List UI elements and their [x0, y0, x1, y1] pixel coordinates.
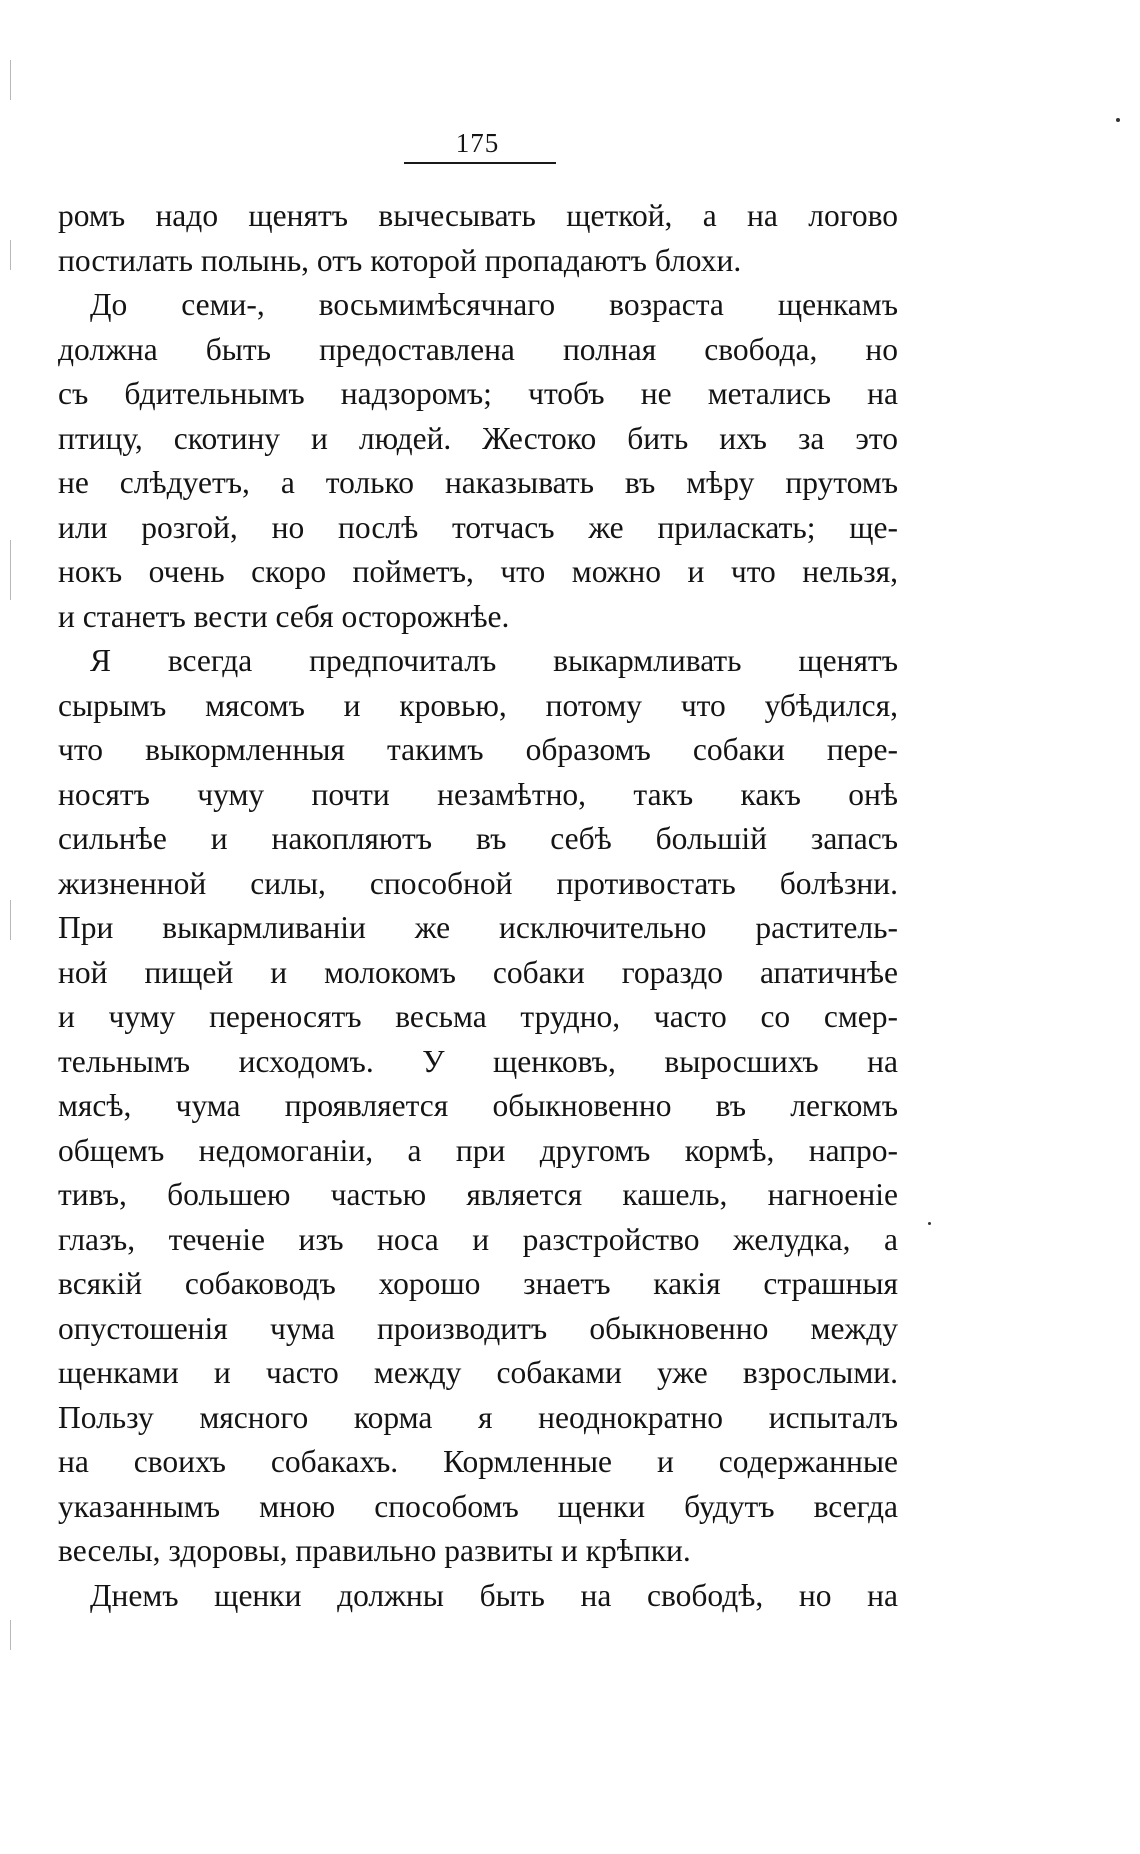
- text-line: съ бдительнымъ надзоромъ; чтобъ не метались на: [58, 376, 898, 411]
- text-line: веселы, здоровы, правильно развиты и крѣпки.: [58, 1533, 691, 1568]
- margin-mark: [10, 900, 11, 940]
- text-line: опустошенія чума производитъ обыкновенно между: [58, 1310, 898, 1346]
- text-line: тивъ, большею частью является кашель, нагноеніе: [58, 1177, 898, 1212]
- text-line: и станетъ вести себя осторожнѣе.: [58, 598, 510, 634]
- margin-mark: [10, 60, 11, 100]
- text-line: сырымъ мясомъ и кровью, потому что убѣдился,: [58, 687, 898, 723]
- page-number: 175: [455, 128, 500, 158]
- text-line: Днемъ щенки должны быть на свободѣ, но на: [90, 1577, 898, 1613]
- text-line: жизненной силы, способной противостать болѣзни.: [58, 865, 898, 901]
- text-line: Пользу мясного корма я неоднократно испыталъ: [58, 1399, 898, 1435]
- text-line: что выкормленныя такимъ образомъ собаки пере-: [58, 732, 898, 767]
- text-line: или розгой, но послѣ тотчасъ же приласкать; ще-: [58, 509, 898, 545]
- text-line: До семи-, восьмимѣсячнаго возраста щенкамъ: [90, 287, 898, 322]
- text-line: ной пищей и молокомъ собаки гораздо апатичнѣе: [58, 954, 898, 990]
- text-line: всякій собаководъ хорошо знаетъ какія страшныя: [58, 1266, 898, 1301]
- text-line: должна быть предоставлена полная свобода, но: [58, 331, 898, 367]
- margin-mark: [10, 1620, 11, 1650]
- text-line: и чуму переносятъ весьма трудно, часто со смер-: [58, 999, 898, 1034]
- text-line: При выкармливаніи же исключительно раститель-: [58, 910, 898, 945]
- text-line: сильнѣе и накопляютъ въ себѣ большій запасъ: [58, 821, 898, 856]
- text-line: мясѣ, чума проявляется обыкновенно въ легкомъ: [58, 1088, 898, 1123]
- text-line: постилать полынь, отъ которой пропадаютъ блохи.: [58, 242, 742, 278]
- text-line: носятъ чуму почти незамѣтно, такъ какъ онѣ: [58, 776, 898, 812]
- speck: [928, 1222, 931, 1225]
- speck: [1116, 118, 1120, 122]
- text-line: указаннымъ мною способомъ щенки будутъ всегда: [58, 1488, 898, 1524]
- text-line: глазъ, теченіе изъ носа и разстройство желудка, а: [58, 1221, 898, 1257]
- margin-mark: [10, 240, 11, 270]
- text-line: ромъ надо щенятъ вычесывать щеткой, а на логово: [58, 198, 898, 233]
- text-line: на своихъ собакахъ. Кормленные и содержанные: [58, 1444, 898, 1479]
- text-line: Я всегда предпочиталъ выкармливать щенятъ: [90, 643, 898, 678]
- text-line: тельнымъ исходомъ. У щенковъ, выросшихъ на: [58, 1043, 898, 1079]
- text-line: птицу, скотину и людей. Жестоко бить ихъ за это: [58, 420, 898, 456]
- text-line: щенками и часто между собаками уже взрослыми.: [58, 1355, 898, 1390]
- text-line: общемъ недомоганіи, а при другомъ кормѣ, напро-: [58, 1132, 898, 1168]
- body-text: [58, 194, 898, 1618]
- text-line: нокъ очень скоро пойметъ, что можно и что нельзя,: [58, 554, 898, 589]
- header-rule: [404, 162, 556, 164]
- margin-mark: [10, 540, 11, 600]
- text-line: не слѣдуетъ, а только наказывать въ мѣру прутомъ: [58, 465, 898, 500]
